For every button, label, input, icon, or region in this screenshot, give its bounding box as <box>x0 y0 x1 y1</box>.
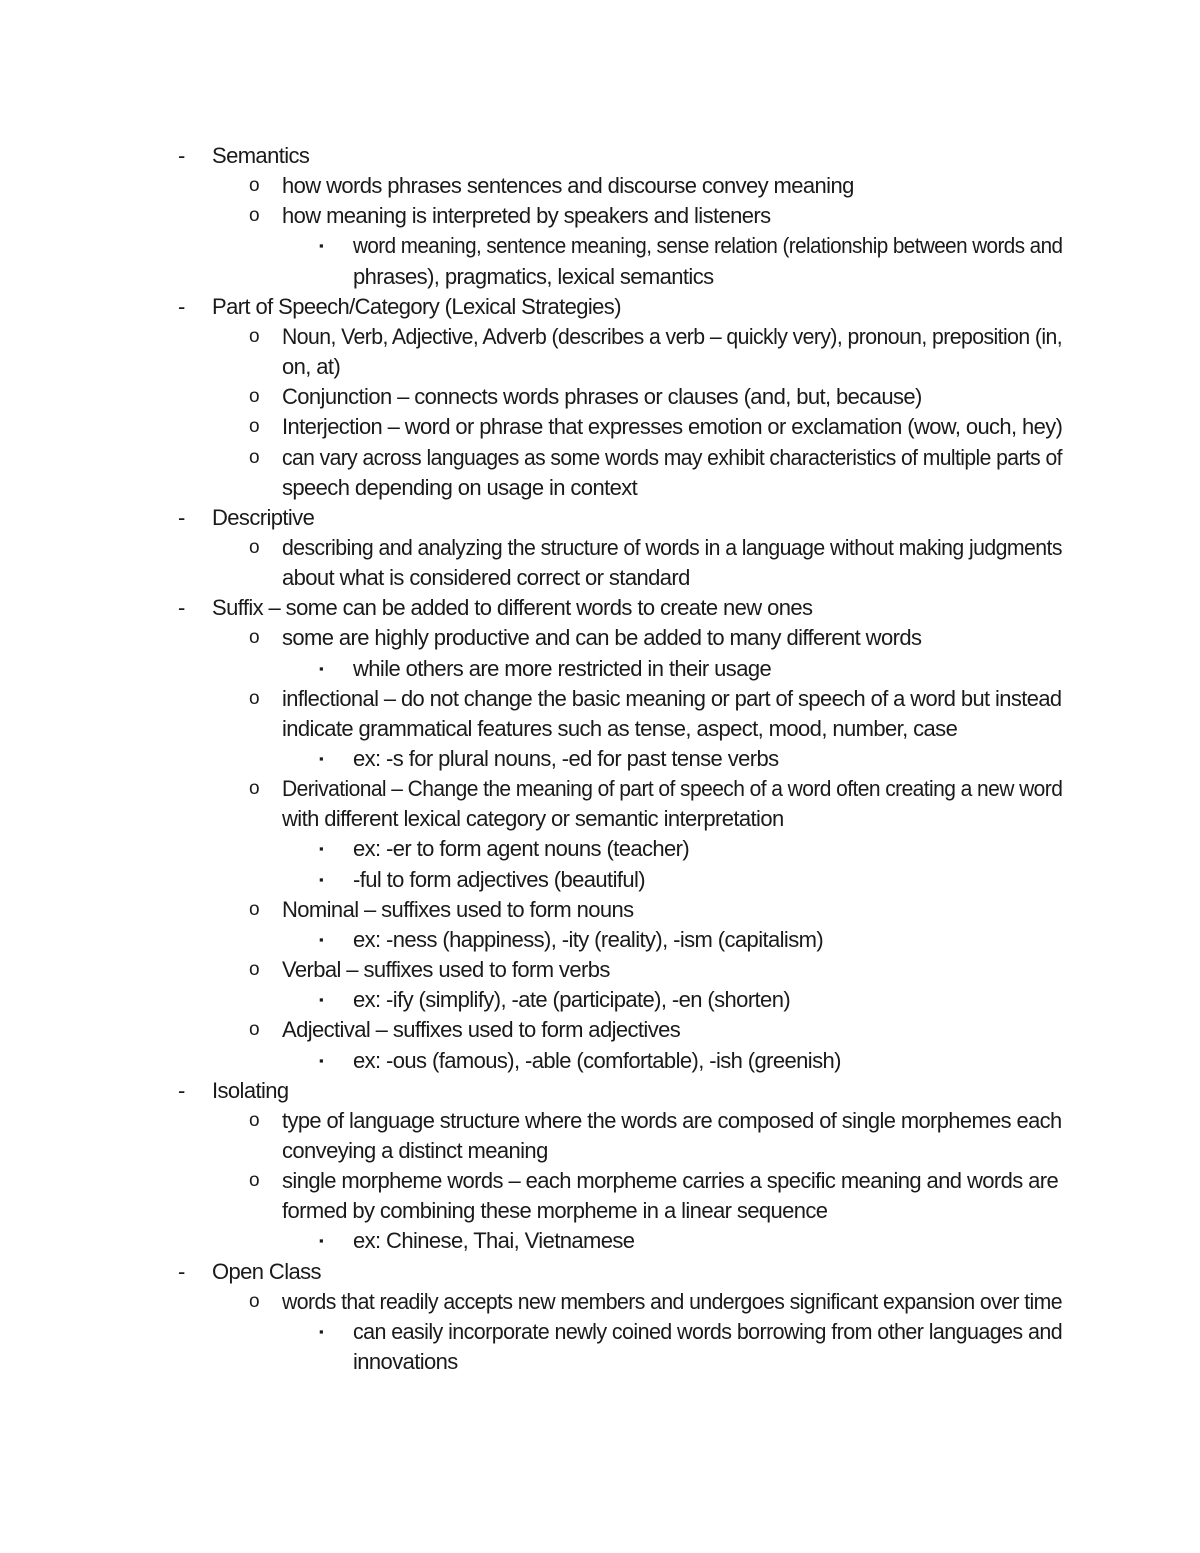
dash-bullet: - <box>178 143 186 168</box>
circle-bullet: o <box>249 1290 260 1312</box>
dash-bullet: - <box>178 504 186 530</box>
outline-line-level-1: Part of Speech/Category (Lexical Strategies) <box>212 293 621 319</box>
outline-line-level-1: Suffix – some can be added to different words to create new ones <box>212 595 813 621</box>
dash-bullet: - <box>178 1077 186 1103</box>
outline-line-level-3: while others are more restricted in their usage <box>353 655 772 681</box>
circle-bullet: o <box>249 325 260 347</box>
square-bullet: ▪ <box>319 238 324 254</box>
outline-line-level-2: speech depending on usage in context <box>282 474 638 500</box>
outline-line-level-2: with different lexical category or semantic interpretation <box>282 806 784 832</box>
outline-line-level-2: can vary across languages as some words may exhibit characteristics of multiple parts of <box>282 444 1062 470</box>
dash-bullet: - <box>178 1258 186 1284</box>
circle-bullet: o <box>249 1170 260 1192</box>
circle-bullet: o <box>249 416 260 438</box>
square-bullet: ▪ <box>319 931 324 947</box>
circle-bullet: o <box>249 687 260 709</box>
outline-line-level-2: formed by combining these morpheme in a linear sequence <box>282 1198 828 1224</box>
outline-line-level-3: phrases), pragmatics, lexical semantics <box>353 263 714 289</box>
dash-bullet: - <box>178 595 186 621</box>
outline-line-level-2: Verbal – suffixes used to form verbs <box>282 957 610 983</box>
outline-line-level-2: type of language structure where the words are composed of single morphemes each <box>282 1107 1062 1133</box>
outline-line-level-2: describing and analyzing the structure of words in a language without making judgments <box>282 534 1062 560</box>
square-bullet: ▪ <box>319 660 324 676</box>
circle-bullet: o <box>249 205 260 227</box>
square-bullet: ▪ <box>319 1233 324 1249</box>
outline-line-level-1: Open Class <box>212 1258 321 1284</box>
outline-line-level-1: Isolating <box>212 1077 289 1103</box>
outline-line-level-3: innovations <box>353 1349 458 1374</box>
outline-line-level-3: ex: -ness (happiness), -ity (reality), -ism (capitalism) <box>353 926 824 952</box>
square-bullet: ▪ <box>319 841 324 857</box>
square-bullet: ▪ <box>319 871 324 887</box>
outline-line-level-2: Noun, Verb, Adjective, Adverb (describes a verb – quickly very), pronoun, preposition (in, <box>282 323 1063 349</box>
outline-line-level-2: how meaning is interpreted by speakers and listeners <box>282 203 771 229</box>
circle-bullet: o <box>249 175 260 197</box>
outline-line-level-2: some are highly productive and can be added to many different words <box>282 625 922 651</box>
outline-line-level-3: ex: -er to form agent nouns (teacher) <box>353 836 690 862</box>
outline-line-level-2: on, at) <box>282 354 341 380</box>
square-bullet: ▪ <box>319 992 324 1008</box>
outline-line-level-2: single morpheme words – each morpheme carries a specific meaning and words are <box>282 1168 1059 1194</box>
outline-line-level-3: -ful to form adjectives (beautiful) <box>353 866 646 892</box>
outline-line-level-2: about what is considered correct or standard <box>282 565 690 591</box>
outline-line-level-1: Semantics <box>212 143 310 168</box>
square-bullet: ▪ <box>319 1052 324 1068</box>
circle-bullet: o <box>249 1109 260 1131</box>
circle-bullet: o <box>249 446 260 468</box>
outline-line-level-2: inflectional – do not change the basic meaning or part of speech of a word but instead <box>282 685 1062 711</box>
outline-line-level-2: words that readily accepts new members and undergoes significant expansion over time <box>282 1288 1063 1314</box>
dash-bullet: - <box>178 293 186 319</box>
outline-line-level-3: ex: -ous (famous), -able (comfortable), -ish (greenish) <box>353 1047 841 1073</box>
square-bullet: ▪ <box>319 751 324 766</box>
outline-line-level-3: can easily incorporate newly coined words borrowing from other languages and <box>353 1318 1063 1344</box>
outline-line-level-2: Derivational – Change the meaning of part of speech of a word often creating a new word <box>282 776 1063 802</box>
outline-line-level-2: Conjunction – connects words phrases or clauses (and, but, because) <box>282 384 922 410</box>
circle-bullet: o <box>249 778 260 800</box>
outline-line-level-3: ex: -ify (simplify), -ate (participate), -en (shorten) <box>353 987 791 1013</box>
outline-line-level-3: word meaning, sentence meaning, sense relation (relationship between words and <box>353 233 1063 259</box>
circle-bullet: o <box>249 1019 260 1041</box>
square-bullet: ▪ <box>319 1323 324 1339</box>
circle-bullet: o <box>249 898 260 920</box>
circle-bullet: o <box>249 536 260 558</box>
circle-bullet: o <box>249 386 260 408</box>
outline-line-level-2: conveying a distinct meaning <box>282 1137 548 1163</box>
outline-line-level-2: Nominal – suffixes used to form nouns <box>282 896 634 922</box>
outline-line-level-3: ex: -s for plural nouns, -ed for past tense verbs <box>353 746 779 771</box>
outline-line-level-2: Adjectival – suffixes used to form adjectives <box>282 1017 681 1043</box>
outline-line-level-2: how words phrases sentences and discourse convey meaning <box>282 173 854 199</box>
outline-line-level-3: ex: Chinese, Thai, Vietnamese <box>353 1228 635 1254</box>
outline-line-level-2: Interjection – word or phrase that expresses emotion or exclamation (wow, ouch, hey) <box>282 414 1063 440</box>
outline-line-level-1: Descriptive <box>212 504 315 530</box>
outline-line-level-2: indicate grammatical features such as tense, aspect, mood, number, case <box>282 715 958 741</box>
circle-bullet: o <box>249 627 260 649</box>
circle-bullet: o <box>249 959 260 981</box>
